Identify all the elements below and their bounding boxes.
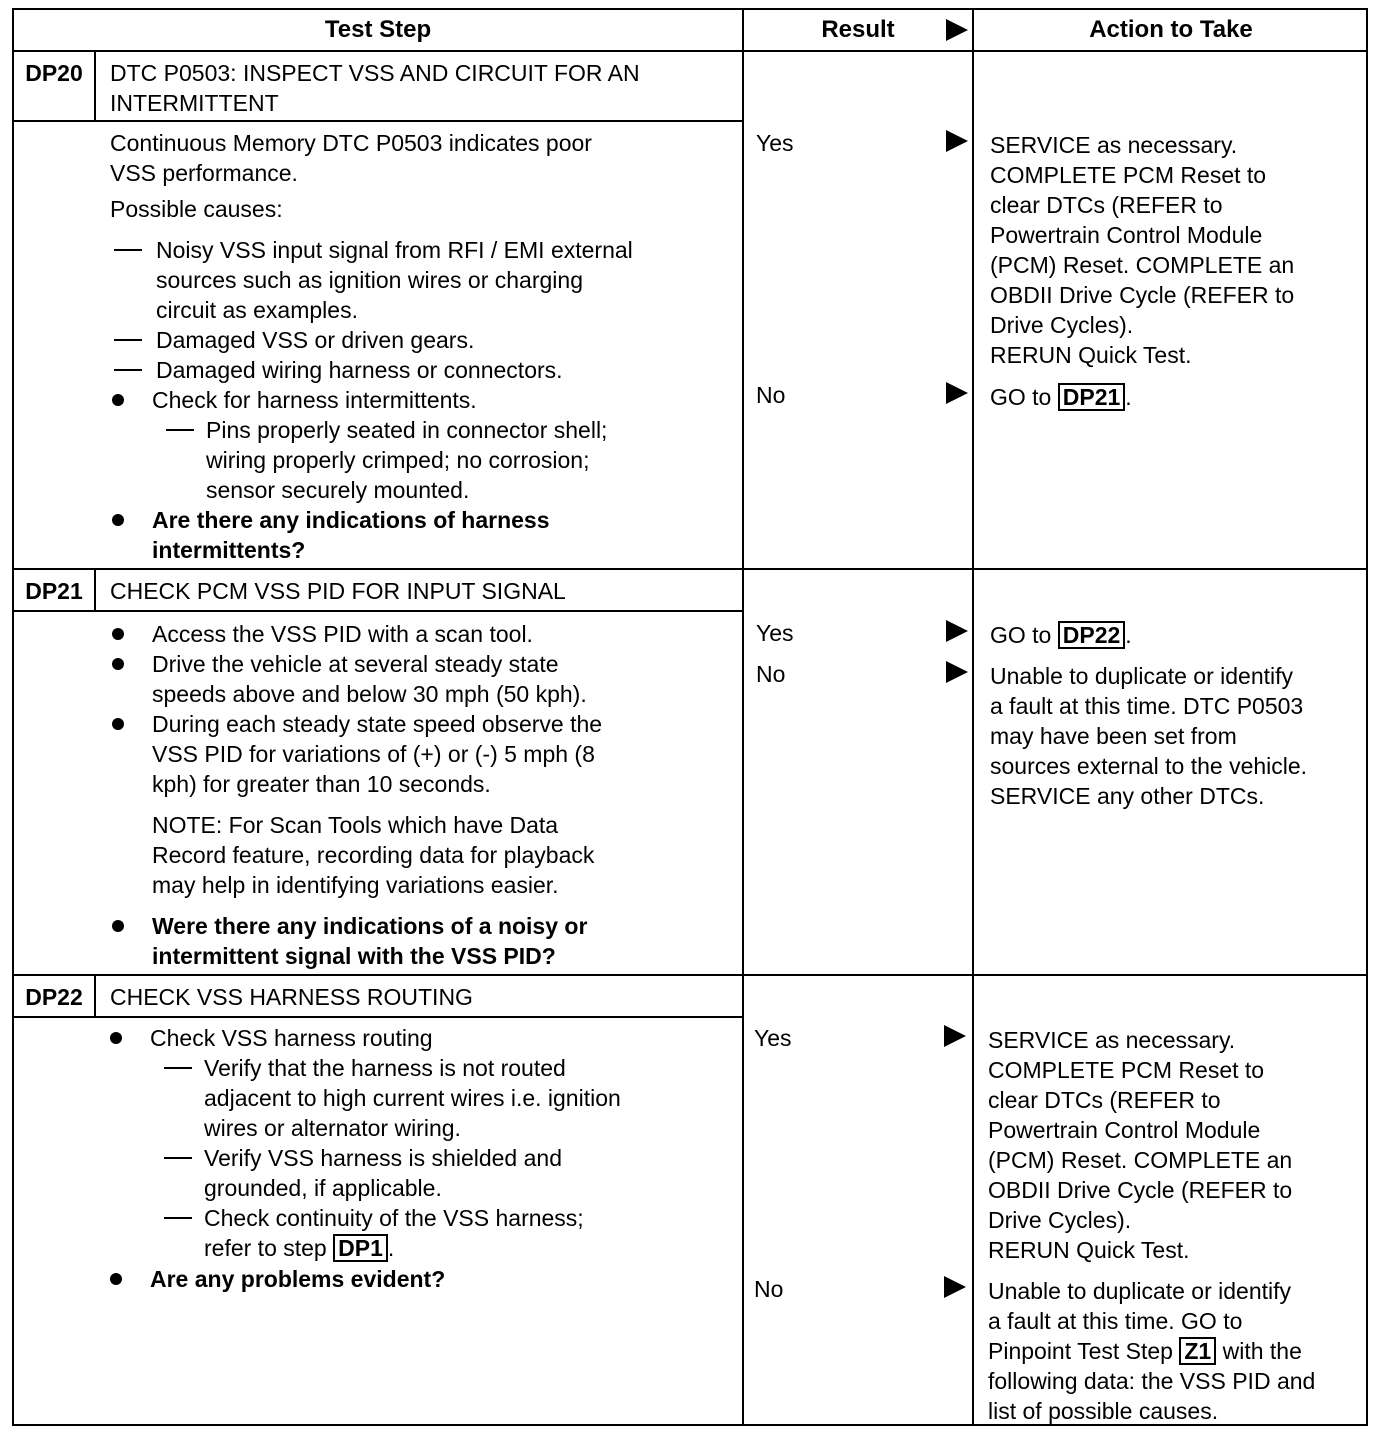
header-test-step: Test Step bbox=[324, 16, 432, 43]
text-line: wiring properly crimped; no corrosion; bbox=[206, 447, 590, 473]
goto-text: GO to bbox=[990, 384, 1052, 410]
goto-end: . bbox=[1125, 384, 1132, 410]
action-line: (PCM) Reset. COMPLETE an bbox=[988, 1147, 1293, 1173]
arrow-right-icon bbox=[946, 620, 968, 642]
header-result bbox=[744, 10, 972, 50]
header-action: Action to Take bbox=[1089, 16, 1253, 43]
action-line-ref bbox=[988, 1336, 1302, 1366]
bullet-marker bbox=[112, 514, 124, 526]
action-line: COMPLETE PCM Reset to bbox=[988, 1057, 1265, 1083]
step-code: DP22 bbox=[14, 976, 96, 1018]
arrow-right-icon bbox=[946, 19, 968, 41]
action-line: clear DTCs (REFER to bbox=[988, 1087, 1221, 1113]
ref-prefix: Pinpoint Test Step bbox=[988, 1338, 1173, 1364]
action-line: SERVICE any other DTCs. bbox=[990, 783, 1265, 809]
step-ref-link[interactable]: DP21 bbox=[1058, 383, 1126, 411]
step-ref-link[interactable]: DP22 bbox=[1058, 621, 1126, 649]
dash-marker bbox=[114, 249, 142, 251]
text-line: sources such as ignition wires or charging bbox=[156, 267, 583, 293]
result-no: No bbox=[756, 661, 786, 687]
arrow-right-icon bbox=[944, 1276, 966, 1298]
text-line: adjacent to high current wires i.e. ignition bbox=[204, 1085, 621, 1111]
action-goto bbox=[990, 382, 1132, 412]
question-line: intermittents? bbox=[152, 537, 306, 563]
action-line: sources external to the vehicle. bbox=[990, 753, 1308, 779]
ref-end: . bbox=[387, 1235, 395, 1261]
text-line: VSS PID for variations of (+) or (-) 5 mph (8 bbox=[152, 741, 595, 767]
diagnostic-table bbox=[12, 8, 1368, 1426]
action-line: RERUN Quick Test. bbox=[988, 1237, 1190, 1263]
text-line: Pins properly seated in connector shell; bbox=[206, 417, 608, 443]
arrow-right-icon bbox=[946, 382, 968, 404]
action-line: OBDII Drive Cycle (REFER to bbox=[990, 282, 1295, 308]
column-divider-action bbox=[972, 10, 974, 1424]
dash-marker bbox=[164, 1157, 192, 1159]
step-dp22-header bbox=[14, 976, 742, 1018]
bullet-marker bbox=[112, 628, 124, 640]
text-line: Check continuity of the VSS harness; bbox=[204, 1205, 584, 1231]
dash-marker bbox=[114, 369, 142, 371]
text-line: Verify VSS harness is shielded and bbox=[204, 1145, 562, 1171]
action-line: Unable to duplicate or identify bbox=[990, 663, 1294, 689]
text-line: grounded, if applicable. bbox=[204, 1175, 442, 1201]
action-line: Drive Cycles). bbox=[990, 312, 1134, 338]
header-result-label: Result bbox=[821, 16, 895, 43]
dash-marker bbox=[166, 429, 194, 431]
step-dp21-header bbox=[14, 570, 742, 612]
step-title: CHECK VSS HARNESS ROUTING bbox=[110, 984, 473, 1010]
text-line: Continuous Memory DTC P0503 indicates poor bbox=[110, 130, 592, 156]
bullet-marker bbox=[112, 920, 124, 932]
text-line: circuit as examples. bbox=[156, 297, 358, 323]
step-title-line: INTERMITTENT bbox=[110, 90, 279, 116]
action-goto bbox=[990, 620, 1132, 650]
action-line: (PCM) Reset. COMPLETE an bbox=[990, 252, 1295, 278]
result-no: No bbox=[754, 1276, 784, 1302]
step-ref-link[interactable]: Z1 bbox=[1179, 1337, 1216, 1365]
text-line: VSS performance. bbox=[110, 160, 298, 186]
question-line: Are any problems evident? bbox=[150, 1266, 446, 1292]
step-code: DP20 bbox=[14, 52, 96, 122]
action-line: RERUN Quick Test. bbox=[990, 342, 1192, 368]
bullet-marker bbox=[110, 1273, 122, 1285]
action-line: a fault at this time. GO to bbox=[988, 1308, 1243, 1334]
bullet-marker bbox=[110, 1032, 122, 1044]
step-code: DP21 bbox=[14, 570, 96, 612]
action-line: OBDII Drive Cycle (REFER to bbox=[988, 1177, 1293, 1203]
text-line-ref bbox=[204, 1233, 394, 1263]
arrow-right-icon bbox=[946, 661, 968, 683]
action-line: clear DTCs (REFER to bbox=[990, 192, 1223, 218]
bullet-marker bbox=[112, 394, 124, 406]
goto-text: GO to bbox=[990, 622, 1052, 648]
step-title bbox=[110, 58, 730, 118]
step-ref-link[interactable]: DP1 bbox=[333, 1234, 388, 1262]
result-yes: Yes bbox=[756, 130, 794, 156]
action-line: Powertrain Control Module bbox=[990, 222, 1263, 248]
action-line: Unable to duplicate or identify bbox=[988, 1278, 1292, 1304]
note-line: may help in identifying variations easier. bbox=[152, 872, 559, 898]
action-line: Powertrain Control Module bbox=[988, 1117, 1261, 1143]
step-dp20-header bbox=[14, 52, 742, 122]
action-line: list of possible causes. bbox=[988, 1398, 1219, 1424]
action-line: COMPLETE PCM Reset to bbox=[990, 162, 1267, 188]
ref-suffix: with the bbox=[1222, 1338, 1302, 1364]
text-line: Damaged VSS or driven gears. bbox=[156, 327, 475, 353]
action-line: SERVICE as necessary. bbox=[988, 1027, 1236, 1053]
text-line: speeds above and below 30 mph (50 kph). bbox=[152, 681, 587, 707]
note-line: Record feature, recording data for playback bbox=[152, 842, 595, 868]
dash-marker bbox=[114, 339, 142, 341]
step-header-divider bbox=[14, 1016, 742, 1018]
arrow-right-icon bbox=[946, 130, 968, 152]
step-header-divider bbox=[14, 610, 742, 612]
bullet-marker bbox=[112, 718, 124, 730]
question-line: Are there any indications of harness bbox=[152, 507, 550, 533]
question-line: intermittent signal with the VSS PID? bbox=[152, 943, 556, 969]
step-title: CHECK PCM VSS PID FOR INPUT SIGNAL bbox=[110, 578, 566, 604]
text-line: wires or alternator wiring. bbox=[204, 1115, 461, 1141]
action-line: following data: the VSS PID and bbox=[988, 1368, 1316, 1394]
text-line: Check VSS harness routing bbox=[150, 1025, 433, 1051]
text-line: Damaged wiring harness or connectors. bbox=[156, 357, 563, 383]
column-divider-result bbox=[742, 10, 744, 1424]
action-line: Drive Cycles). bbox=[988, 1207, 1132, 1233]
text-line: Check for harness intermittents. bbox=[152, 387, 477, 413]
text-line: Access the VSS PID with a scan tool. bbox=[152, 621, 533, 647]
question-line: Were there any indications of a noisy or bbox=[152, 913, 588, 939]
dash-marker bbox=[164, 1067, 192, 1069]
ref-prefix: refer to step bbox=[204, 1235, 327, 1261]
text-line: During each steady state speed observe the bbox=[152, 711, 603, 737]
step-header-divider bbox=[14, 120, 742, 122]
result-yes: Yes bbox=[754, 1025, 792, 1051]
text-line: sensor securely mounted. bbox=[206, 477, 470, 503]
step-title-line: DTC P0503: INSPECT VSS AND CIRCUIT FOR AN bbox=[110, 60, 640, 86]
dash-marker bbox=[164, 1217, 192, 1219]
goto-end: . bbox=[1125, 622, 1132, 648]
action-line: SERVICE as necessary. bbox=[990, 132, 1238, 158]
result-yes: Yes bbox=[756, 620, 794, 646]
text-line: kph) for greater than 10 seconds. bbox=[152, 771, 491, 797]
text-line: Verify that the harness is not routed bbox=[204, 1055, 566, 1081]
note-line: NOTE: For Scan Tools which have Data bbox=[152, 812, 559, 838]
text-line: Drive the vehicle at several steady state bbox=[152, 651, 559, 677]
result-no: No bbox=[756, 382, 786, 408]
action-line: a fault at this time. DTC P0503 bbox=[990, 693, 1304, 719]
text-line: Noisy VSS input signal from RFI / EMI external bbox=[156, 237, 633, 263]
action-line: may have been set from bbox=[990, 723, 1237, 749]
text-line: Possible causes: bbox=[110, 196, 283, 222]
arrow-right-icon bbox=[944, 1025, 966, 1047]
bullet-marker bbox=[112, 658, 124, 670]
